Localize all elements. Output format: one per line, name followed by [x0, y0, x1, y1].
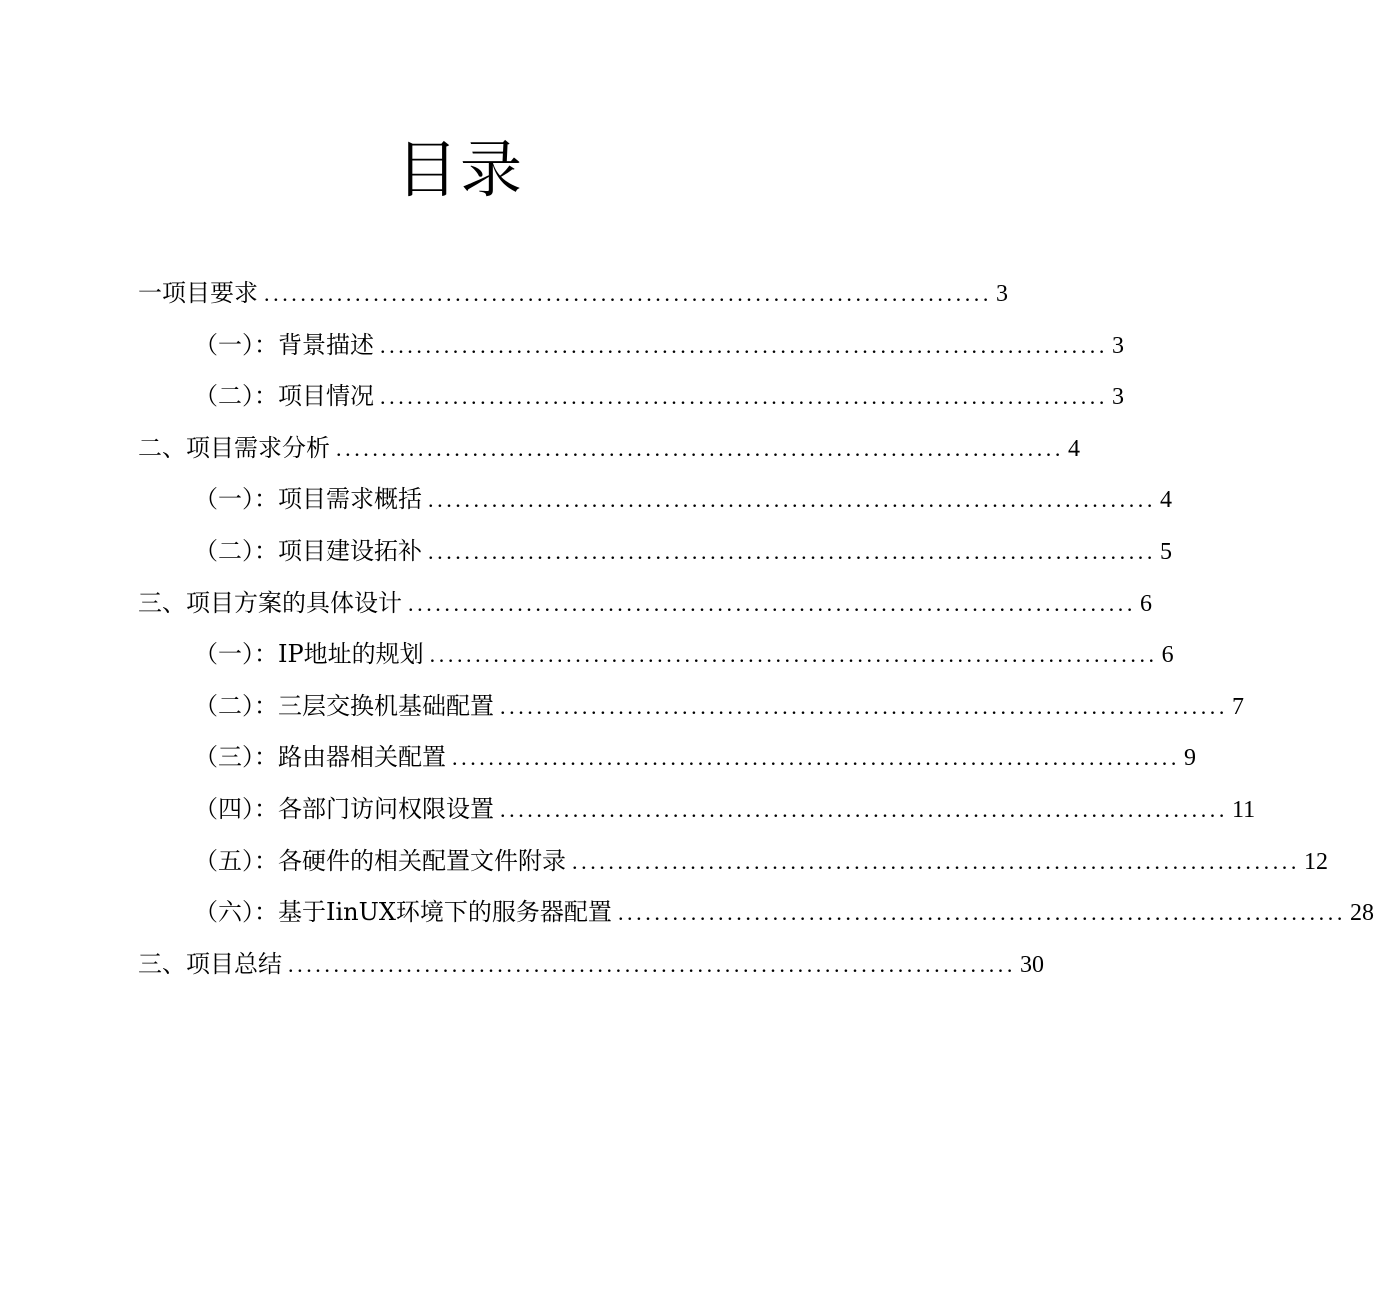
toc-entry[interactable]: [138, 681, 1244, 733]
toc-dot-leader: ................................................................................: [428, 538, 1156, 564]
toc-entry-label: 二、项目需求分析: [138, 433, 330, 462]
toc-page-number: 6: [1140, 590, 1152, 617]
toc-entry[interactable]: [138, 784, 1256, 836]
toc-entry-label: （二）：三层交换机基础配置: [194, 691, 494, 720]
toc-page-number: 3: [996, 281, 1008, 307]
toc-entry-label: （二）：项目情况: [194, 382, 374, 411]
toc-entry-label: （四）：各部门访问权限设置: [194, 794, 494, 823]
toc-page-number: 6: [1161, 642, 1174, 669]
toc-dot-leader: ................................................................................: [336, 435, 1064, 461]
toc-page-number: 4: [1068, 435, 1080, 462]
toc-page-number: 7: [1232, 693, 1244, 720]
toc-entry[interactable]: [138, 836, 1328, 888]
toc-entry-label: （六）：基于IinUX环境下的服务器配置: [194, 898, 612, 927]
toc-page-number: 30: [1020, 951, 1044, 978]
table-of-contents: [138, 268, 1374, 990]
toc-entry[interactable]: [138, 887, 1374, 939]
toc-dot-leader: ................................................................................: [264, 281, 992, 306]
toc-entry[interactable]: [138, 578, 1152, 630]
toc-entry[interactable]: [138, 732, 1196, 784]
toc-dot-leader: ................................................................................: [288, 951, 1016, 977]
toc-entry-label: （一）：项目需求概括: [194, 485, 422, 514]
toc-dot-leader: ................................................................................: [380, 384, 1108, 410]
toc-dot-leader: ................................................................................: [617, 900, 1346, 926]
toc-entry-label: （一）：背景描述: [194, 330, 374, 359]
toc-dot-leader: ................................................................................: [428, 487, 1156, 513]
toc-entry[interactable]: [138, 320, 1124, 372]
toc-entry-label: 一项目要求: [138, 279, 258, 307]
toc-entry[interactable]: [138, 474, 1172, 526]
toc-entry[interactable]: [138, 526, 1172, 578]
toc-dot-leader: ................................................................................: [452, 745, 1180, 771]
toc-entry-label: （一）：IP地址的规划: [194, 640, 424, 669]
toc-entry-label: （三）：路由器相关配置: [194, 743, 446, 772]
toc-page-number: 4: [1160, 487, 1172, 514]
toc-entry-label: 三、项目方案的具体设计: [138, 588, 402, 617]
toc-entry[interactable]: [138, 939, 1044, 991]
toc-entry-label: 三、项目总结: [138, 949, 282, 978]
toc-dot-leader: ................................................................................: [572, 848, 1300, 874]
toc-dot-leader: ................................................................................: [429, 642, 1158, 668]
toc-entry[interactable]: [138, 423, 1080, 475]
toc-entry[interactable]: [138, 371, 1124, 423]
toc-entry-label: （五）：各硬件的相关配置文件附录: [194, 846, 566, 875]
toc-page-number: 11: [1232, 796, 1256, 823]
toc-page-number: 3: [1112, 332, 1124, 359]
toc-entry[interactable]: [138, 268, 1008, 320]
toc-page-number: 28: [1349, 900, 1374, 927]
toc-dot-leader: ................................................................................: [380, 332, 1108, 358]
toc-page-number: 12: [1304, 848, 1328, 875]
toc-entry[interactable]: [138, 629, 1174, 681]
toc-dot-leader: ................................................................................: [500, 693, 1228, 719]
page-title: 目录: [395, 133, 524, 206]
toc-page-number: 5: [1160, 538, 1172, 565]
toc-dot-leader: ................................................................................: [408, 590, 1136, 616]
toc-dot-leader: ................................................................................: [500, 796, 1228, 822]
toc-entry-label: （二）：项目建设拓补: [194, 536, 422, 565]
toc-page-number: 3: [1112, 384, 1124, 411]
toc-page-number: 9: [1184, 745, 1196, 772]
